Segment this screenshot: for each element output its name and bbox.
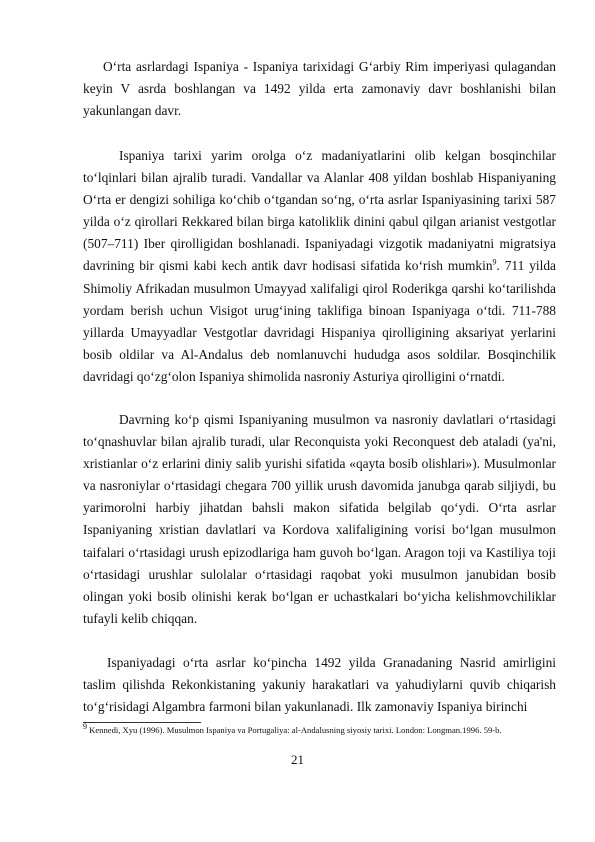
paragraph-conclusion: Ispaniyadagi o‘rta asrlar ko‘pincha 1492 yilda Granadaning Nasrid amirligini taslim qilishda Rekonkistaning yakuniy harakatlari va yahudiylarni quvib chiqarish to‘g‘risidagi Algambra farmoni bilan yakunlanadi. Ilk zamonaviy Ispaniya birinchi bbox=[83, 655, 556, 715]
paragraph-invasions-text: Ispaniya tarixi yarim orolga o‘z madaniyatlarini olib kelgan bosqinchilar to‘lqinlari bilan ajralib turadi. Vandallar va Alanlar 408 yildan boshlab Hispaniyaning O‘rta er dengizi sohiliga ko‘chib o‘tgandan so‘ng, o‘rta asrlar Ispaniyasining tarixi 587 yilda o‘z qirollari Rekkared bilan birga katoliklik dinini qabul qilgan arianist vestgotlar (507–711) Iber qirolligidan boshlanadi. Ispaniyadagi vizgotik madaniyatni migratsiya davrining bir qismi kabi kech antik davr hodisasi sifatida ko‘rish mumkin bbox=[83, 148, 556, 274]
footnote-text: Kennedi, Xyu (1996). Musulmon Ispaniya va Portugaliya: al-Andalusning siyosiy tarixi. London: Longman.1996. 59-b. bbox=[87, 725, 502, 735]
footnote-reference[interactable]: 9 bbox=[492, 258, 497, 267]
paragraph-invasions bbox=[83, 145, 556, 388]
paragraph-invasions-continuation: . 711 yilda Shimoliy Afrikadan musulmon Umayyad xalifaligi qirol Roderikga qarshi ko‘tarilishda yordam berish uchun Visigot urug‘ining taklifiga binoan Ispaniyaga o‘tdi. 711-788 yillarda Umayyadlar Vestgotlar davridagi Hispaniya qirolligining aksariyat yerlarini bosib oldilar va Al-Andalus deb nomlanuvchi hududga asos soldilar. Bosqinchilik davridagi qo‘zg‘olon Ispaniya shimolida nasroniy Asturiya qirolligini o‘rnatdi. bbox=[83, 258, 556, 384]
page-number: 21 bbox=[291, 752, 304, 767]
footnote-number: 9 bbox=[83, 722, 87, 732]
footnote-divider bbox=[83, 722, 201, 723]
paragraph-intro: O‘rta asrlardagi Ispaniya - Ispaniya tarixidagi G‘arbiy Rim imperiyasi qulagandan keyin V asrda boshlangan va 1492 yilda erta zamonaviy davr boshlanishi bilan yakunlangan davr. bbox=[83, 59, 556, 119]
footnote bbox=[83, 724, 556, 737]
paragraph-reconquista: Davrning ko‘p qismi Ispaniyaning musulmon va nasroniy davlatlari o‘rtasidagi to‘qnashuvlar bilan ajralib turadi, ular Reconquista yoki Reconquest deb ataladi (ya'ni, xristianlar o‘z erlarini diniy salib yurishi sifatida «qayta bosib olishlari»). Musulmonlar va nasroniylar o‘rtasidagi chegara 700 yillik urush davomida janubga qarab siljiydi, bu yarimorolni harbiy jihatdan bahsli makon sifatida belgilab qo‘ydi. O‘rta asrlar Ispaniyaning xristian davlatlari va Kordova xalifaligining vorisi bo‘lgan musulmon taifalari o‘rtasidagi urush epizodlariga ham guvoh bo‘lgan. Aragon toji va Kastiliya toji o‘rtasidagi urushlar sulolalar o‘rtasidagi raqobat yoki musulmon janubidan bosib olingan yoki bosib olinishi kerak bo‘lgan er uchastkalari bo‘yicha kelishmovchiliklar tufayli kelib chiqqan. bbox=[83, 412, 556, 626]
